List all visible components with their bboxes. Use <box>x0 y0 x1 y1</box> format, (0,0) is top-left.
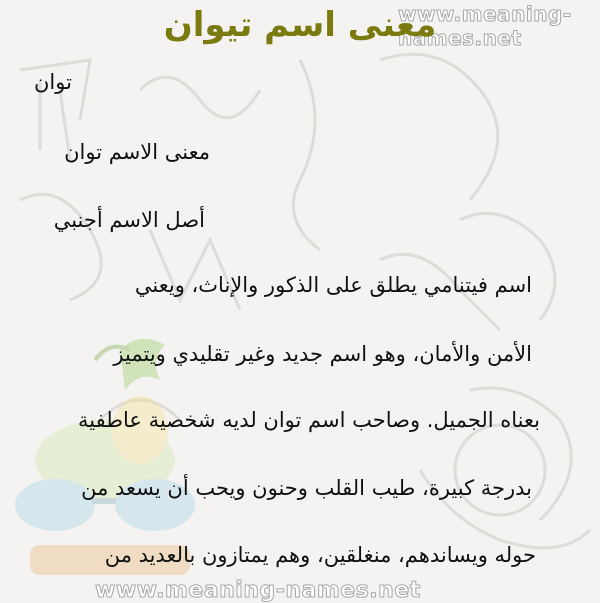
watermark-top: www.meaning-names.net <box>398 2 572 50</box>
meaning-heading: معنى الاسم توان <box>64 140 210 164</box>
name-line: توان <box>34 70 72 94</box>
body-line-5: حوله ويساندهم، منغلقين، وهم يمتازون بالعديد من <box>104 543 536 567</box>
body-line-1: اسم فيتنامي يطلق على الذكور والإناث، ويعني <box>134 273 532 297</box>
origin-line: أصل الاسم أجنبي <box>53 208 205 232</box>
body-line-2: الأمن والأمان، وهو اسم جديد وغير تقليدي ويتميز <box>113 342 532 366</box>
watermark-bottom: www.meaning-names.net <box>95 578 421 603</box>
body-line-3: بعناه الجميل. وصاحب اسم توان لديه شخصية عاطفية <box>78 408 540 432</box>
page-title: معنى اسم تيوان <box>163 5 437 45</box>
body-line-4: بدرجة كبيرة، طيب القلب وحنون ويحب أن يسعد من <box>81 476 532 500</box>
